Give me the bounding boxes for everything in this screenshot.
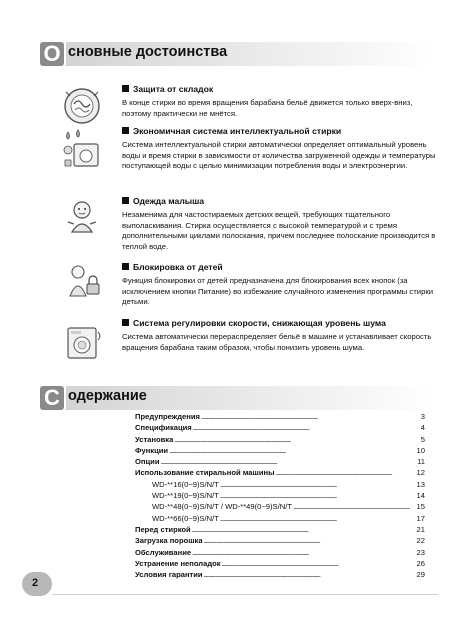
toc-row[interactable]: Установка . . . 5: [135, 434, 425, 445]
advantages-letter: О: [40, 42, 64, 66]
toc-row[interactable]: Загрузка порошка . . . 22: [135, 535, 425, 546]
toc-row[interactable]: Функции . . . 10: [135, 445, 425, 456]
toc-row[interactable]: WD-**16(0~9)S/N/T . . . 13: [135, 479, 425, 490]
feature-smart-wash-heading: Экономичная система интеллектуальной стирки: [122, 126, 440, 137]
toc-row[interactable]: Перед стиркой . . . 21: [135, 524, 425, 535]
feature-child-lock-text: Функция блокировки от детей предназначена для блокирования всех кнопок (за исключением кнопки Питание) во избежание случайного изменения программы стирки детьми.: [122, 276, 434, 307]
feature-baby-clothes-text: Незаменима для частостираемых детских вещей, требующих тщательного выполаскивания. Стирка осуществляется с высокой температурой и с тремя дополнительными циклами полоскания, причем последнее полоскание производится в теплой воде.: [122, 210, 436, 251]
feature-baby-clothes-heading: Одежда малыша: [122, 196, 440, 207]
washer-noise-icon: [60, 318, 104, 362]
page-number: 2: [32, 577, 39, 589]
advantages-title: сновные достоинства: [68, 44, 228, 60]
contents-header: [40, 386, 438, 410]
feature-anti-crease-heading: Защита от складок: [122, 84, 440, 95]
washer-drops-icon: [60, 126, 104, 170]
feature-noise-control-text: Система автоматически перераспределяет бельё в машине и устанавливает скорость вращения барабана таким образом, чтобы понизить уровень шума.: [122, 332, 432, 352]
child-lock-icon: [60, 262, 104, 306]
advantages-header: [40, 42, 438, 66]
toc-row[interactable]: Использование стиральной машины . . . 12: [135, 467, 425, 478]
toc-row[interactable]: WD-**19(0~9)S/N/T . . . 14: [135, 490, 425, 501]
feature-noise-control-heading: Система регулировки скорости, снижающая уровень шума: [122, 318, 440, 329]
table-of-contents: [135, 411, 425, 580]
toc-row[interactable]: Спецификация . . . 4: [135, 422, 425, 433]
footer-divider: [52, 594, 438, 595]
toc-row[interactable]: WD-**48(0~9)S/N/T / WD-**49(0~9)S/N/T . . . 15: [135, 501, 425, 512]
toc-row[interactable]: Опции . . . 11: [135, 456, 425, 467]
toc-row[interactable]: Обслуживание . . . 23: [135, 547, 425, 558]
contents-title: одержание: [68, 388, 147, 404]
toc-row[interactable]: Условия гарантии . . . 29: [135, 569, 425, 580]
baby-icon: [60, 196, 104, 240]
page-number-badge: [22, 572, 52, 596]
toc-row[interactable]: Устранение неполадок . . . 26: [135, 558, 425, 569]
toc-row[interactable]: Предупреждения . . . 3: [135, 411, 425, 422]
feature-smart-wash-text: Система интеллектуальной стирки автоматически определяет оптимальный уровень воды и время стирки в зависимости от количества загруженной одежды и температуры поступающей воды с целью минимизации потребления воды и электроэнергии.: [122, 140, 436, 171]
contents-letter: С: [40, 386, 64, 410]
toc-row[interactable]: WD-**66(0~9)S/N/T . . . 17: [135, 513, 425, 524]
feature-child-lock-heading: Блокировка от детей: [122, 262, 440, 273]
drum-icon: [60, 84, 104, 128]
feature-anti-crease-text: В конце стирки во время вращения барабана бельё движется только вверх-вниз, поэтому практически не мнётся.: [122, 98, 413, 118]
